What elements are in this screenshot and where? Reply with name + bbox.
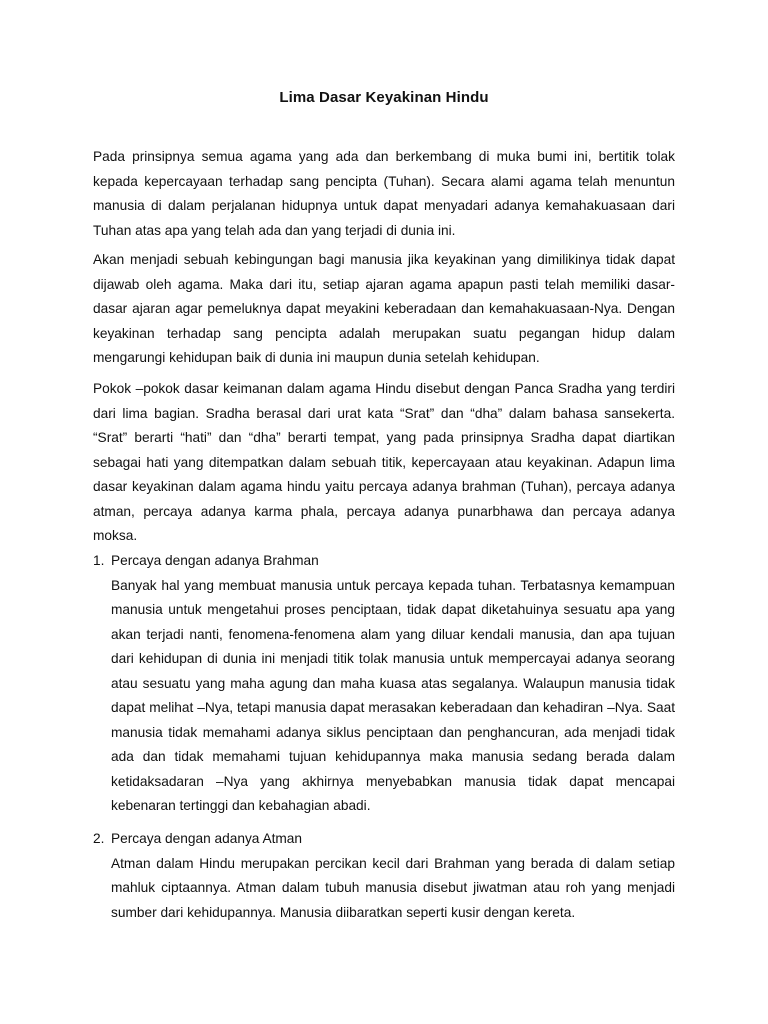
list-item-brahman bbox=[93, 549, 675, 819]
page-title: Lima Dasar Keyakinan Hindu bbox=[279, 89, 489, 106]
list-item-body: Banyak hal yang membuat manusia untuk percaya kepada tuhan. Terbatasnya kemampuan manusia untuk mengetahui proses penciptaan, tidak dapat diketahuinya sesuatu apa yang akan terjadi nanti, fenomena-fenomena alam yang diluar kendali manusia, dan apa tujuan dari kehidupan di dunia ini menjadi titik tolak manusia untuk mempercayai adanya seorang atau sesuatu yang maha agung dan maha kuasa atas segalanya. Walaupun manusia tidak dapat melihat –Nya, tetapi manusia dapat merasakan keberadaan dan kehadiran –Nya. Saat manusia tidak memahami adanya siklus penciptaan dan penghancuran, ada menjadi tidak ada dan tidak memahami tujuan kehidupannya maka manusia sedang berada dalam ketidaksadaran –Nya yang akhirnya menyebabkan manusia tidak dapat mencapai kebenaran tertinggi dan kebahagian abadi. bbox=[111, 577, 675, 813]
list-item-title: Percaya dengan adanya Brahman bbox=[111, 553, 319, 568]
paragraph-intro: Pada prinsipnya semua agama yang ada dan berkembang di muka bumi ini, bertitik tolak kepada kepercayaan terhadap sang pencipta (Tuhan). Secara alami agama telah menuntun manusia di dalam perjalanan hidupnya untuk dapat menyadari adanya kemahakuasaan dari Tuhan atas apa yang telah ada dan yang terjadi di dunia ini. bbox=[93, 149, 675, 238]
list-item-number: 2. bbox=[93, 831, 105, 846]
paragraph-confusion: Akan menjadi sebuah kebingungan bagi manusia jika keyakinan yang dimilikinya tidak dapat dijawab oleh agama. Maka dari itu, setiap ajaran agama apapun pasti telah memiliki dasar-dasar ajaran agar pemeluknya dapat meyakini keberadaan dan kemahakuasaan-Nya. Dengan keyakinan terhadap sang pencipta adalah merupakan suatu pegangan hidup dalam mengarungi kehidupan baik di dunia ini maupun dunia setelah kehidupan. bbox=[93, 252, 675, 365]
list-item-atman bbox=[93, 827, 675, 925]
list-item-number: 1. bbox=[93, 553, 105, 568]
list-item-title: Percaya dengan adanya Atman bbox=[111, 831, 303, 846]
paragraph-panca-sradha: Pokok –pokok dasar keimanan dalam agama Hindu disebut dengan Panca Sradha yang terdiri dari lima bagian. Sradha berasal dari urat kata “Srat” dan “dha” dalam bahasa sansekerta. “Srat” berarti “hati” dan “dha” berarti tempat, yang pada prinsipnya Sradha dapat diartikan sebagai hati yang ditempatkan dalam sebuah titik, kepercayaan atau keyakinan. Adapun lima dasar keyakinan dalam agama hindu yaitu percaya adanya brahman (Tuhan), percaya adanya atman, percaya adanya karma phala, percaya adanya punarbhawa dan percaya adanya moksa. bbox=[93, 381, 675, 543]
list-item-body: Atman dalam Hindu merupakan percikan kecil dari Brahman yang berada di dalam setiap mahluk ciptaannya. Atman dalam tubuh manusia disebut jiwatman atau roh yang menjadi sumber dari kehidupannya. Manusia diibaratkan seperti kusir dengan kereta. bbox=[111, 855, 675, 920]
